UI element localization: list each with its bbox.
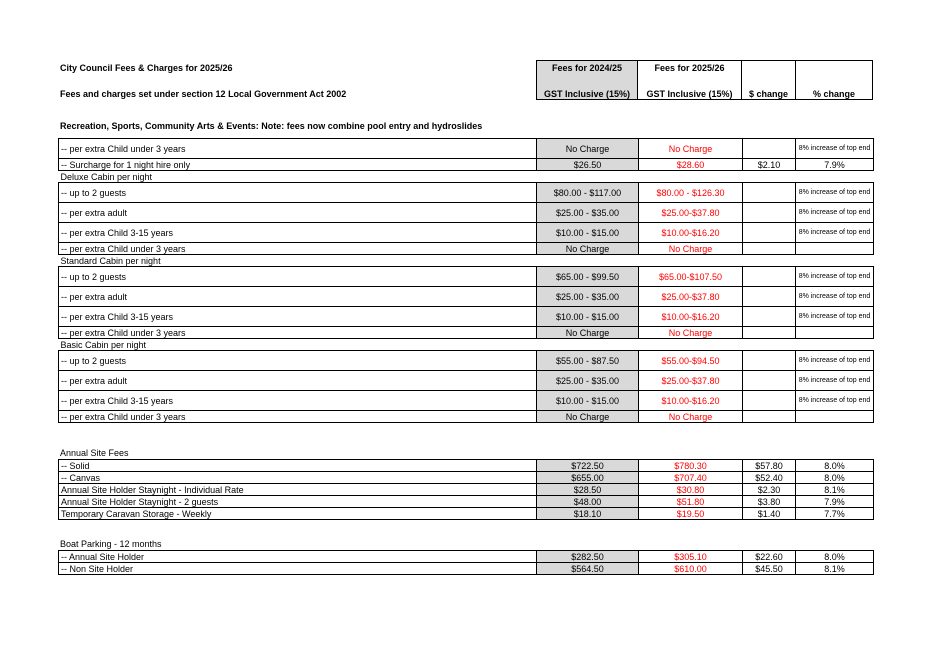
boat-parking-title: Boat Parking - 12 months xyxy=(60,539,162,549)
fee-2024-25: $10.00 - $15.00 xyxy=(537,307,639,327)
fee-row xyxy=(59,327,874,339)
group-label: Standard Cabin per night xyxy=(60,255,161,266)
fee-label: -- per extra Child under 3 years xyxy=(59,327,537,339)
fee-label: -- per extra Child 3-15 years xyxy=(59,223,537,243)
dollar-change: $52.40 xyxy=(743,472,796,484)
fee-label: -- Non Site Holder xyxy=(59,563,537,575)
fee-2025-26: $80.00 - $126.30 xyxy=(639,183,743,203)
fee-label: -- per extra adult xyxy=(59,371,537,391)
fee-row xyxy=(59,307,874,327)
dollar-change xyxy=(743,203,796,223)
fee-row xyxy=(59,267,874,287)
annual-site-fees-title: Annual Site Fees xyxy=(60,448,129,458)
pct-change: 8% increase of top end xyxy=(796,371,874,391)
pct-change: 8% increase of top end xyxy=(796,267,874,287)
fee-row xyxy=(59,391,874,411)
fee-2025-26: $25.00-$37.80 xyxy=(639,287,743,307)
pct-change: 8% increase of top end xyxy=(796,223,874,243)
header-prev-bottom: GST Inclusive (15%) xyxy=(543,89,631,99)
fee-label: -- Canvas xyxy=(59,472,537,484)
dollar-change xyxy=(743,223,796,243)
fee-row xyxy=(59,472,874,484)
pct-change: 8.0% xyxy=(796,472,874,484)
fee-2024-25: $18.10 xyxy=(537,508,639,520)
fee-label: -- up to 2 guests xyxy=(59,351,537,371)
fee-2024-25: $80.00 - $117.00 xyxy=(537,183,639,203)
fee-2024-25: $55.00 - $87.50 xyxy=(537,351,639,371)
fee-2024-25: $25.00 - $35.00 xyxy=(537,287,639,307)
fee-label: -- per extra adult xyxy=(59,203,537,223)
fee-2025-26: $25.00-$37.80 xyxy=(639,371,743,391)
fee-2025-26: No Charge xyxy=(639,327,743,339)
fee-2024-25: $282.50 xyxy=(537,551,639,563)
dollar-change: $3.80 xyxy=(743,496,796,508)
pct-change: 8.1% xyxy=(796,563,874,575)
fee-row xyxy=(59,139,874,159)
fee-2025-26: $55.00-$94.50 xyxy=(639,351,743,371)
dollar-change: $2.10 xyxy=(743,159,796,171)
fee-2025-26: $305.10 xyxy=(639,551,743,563)
dollar-change xyxy=(743,411,796,423)
fee-2025-26: No Charge xyxy=(639,139,743,159)
pct-change: 8% increase of top end xyxy=(796,307,874,327)
pct-change: 8% increase of top end xyxy=(796,351,874,371)
fee-row xyxy=(59,243,874,255)
fee-row xyxy=(59,484,874,496)
group-header-row xyxy=(59,339,874,351)
dollar-change: $22.60 xyxy=(743,551,796,563)
dollar-change: $45.50 xyxy=(743,563,796,575)
fee-2024-25: No Charge xyxy=(537,139,639,159)
fee-2025-26: No Charge xyxy=(639,411,743,423)
fee-row xyxy=(59,496,874,508)
dollar-change: $1.40 xyxy=(743,508,796,520)
fee-2024-25: No Charge xyxy=(537,243,639,255)
fee-2025-26: $707.40 xyxy=(639,472,743,484)
fee-row xyxy=(59,223,874,243)
dollar-change xyxy=(743,139,796,159)
group-label: Deluxe Cabin per night xyxy=(60,171,153,182)
group-label: Basic Cabin per night xyxy=(60,339,147,350)
fee-2024-25: $10.00 - $15.00 xyxy=(537,223,639,243)
fee-row xyxy=(59,351,874,371)
group-header-row xyxy=(59,171,874,183)
pct-change xyxy=(796,243,874,255)
header-prev-top: Fees for 2024/25 xyxy=(551,63,623,73)
dollar-change xyxy=(743,391,796,411)
document-subtitle: Fees and charges set under section 12 Local Government Act 2002 xyxy=(60,89,347,99)
header-pct-change: % change xyxy=(812,89,855,99)
fee-row xyxy=(59,203,874,223)
fee-2024-25: $564.50 xyxy=(537,563,639,575)
fee-label: Annual Site Holder Staynight - 2 guests xyxy=(59,496,537,508)
fee-label: -- Annual Site Holder xyxy=(59,551,537,563)
fee-2025-26: $10.00-$16.20 xyxy=(639,391,743,411)
pct-change: 7.7% xyxy=(796,508,874,520)
fee-2025-26: $10.00-$16.20 xyxy=(639,307,743,327)
fee-2025-26: $780.30 xyxy=(639,460,743,472)
fee-row xyxy=(59,287,874,307)
pct-change: 8% increase of top end xyxy=(796,183,874,203)
fee-2024-25: No Charge xyxy=(537,327,639,339)
fee-2025-26: $30.80 xyxy=(639,484,743,496)
pct-change: 8% increase of top end xyxy=(796,203,874,223)
group-header-row xyxy=(59,255,874,267)
pct-change xyxy=(796,327,874,339)
pct-change: 8% increase of top end xyxy=(796,139,874,159)
fee-label: Annual Site Holder Staynight - Individual Rate xyxy=(59,484,537,496)
fee-label: -- Solid xyxy=(59,460,537,472)
dollar-change xyxy=(743,351,796,371)
fee-row xyxy=(59,460,874,472)
dollar-change xyxy=(743,267,796,287)
header-dollar-change: $ change xyxy=(748,89,788,99)
pct-change: 8.1% xyxy=(796,484,874,496)
pct-change: 7.9% xyxy=(796,159,874,171)
pct-change: 7.9% xyxy=(796,496,874,508)
fee-2024-25: $655.00 xyxy=(537,472,639,484)
annual-site-fees-table xyxy=(58,459,874,520)
fee-row xyxy=(59,508,874,520)
pct-change: 8% increase of top end xyxy=(796,391,874,411)
fee-2024-25: $28.50 xyxy=(537,484,639,496)
dollar-change xyxy=(743,243,796,255)
pct-change: 8.0% xyxy=(796,551,874,563)
header-new-top: Fees for 2025/26 xyxy=(654,63,725,73)
dollar-change xyxy=(743,307,796,327)
fee-2025-26: No Charge xyxy=(639,243,743,255)
boat-parking-table xyxy=(58,550,874,575)
fee-2024-25: $25.00 - $35.00 xyxy=(537,203,639,223)
fee-label: Temporary Caravan Storage - Weekly xyxy=(59,508,537,520)
section-note: Recreation, Sports, Community Arts & Events: Note: fees now combine pool entry and hydroslides xyxy=(60,121,483,131)
fee-label: -- Surcharge for 1 night hire only xyxy=(59,159,537,171)
dollar-change: $2.30 xyxy=(743,484,796,496)
fee-label: -- per extra Child 3-15 years xyxy=(59,307,537,327)
dollar-change xyxy=(743,287,796,307)
fee-label: -- up to 2 guests xyxy=(59,267,537,287)
fee-2024-25: $48.00 xyxy=(537,496,639,508)
cabin-fees-table xyxy=(58,138,874,423)
fee-row xyxy=(59,159,874,171)
dollar-change xyxy=(743,371,796,391)
fee-2025-26: $51.80 xyxy=(639,496,743,508)
fee-2024-25: $722.50 xyxy=(537,460,639,472)
fee-row xyxy=(59,371,874,391)
fee-row xyxy=(59,183,874,203)
fee-2025-26: $25.00-$37.80 xyxy=(639,203,743,223)
fee-2025-26: $65.00-$107.50 xyxy=(639,267,743,287)
fee-label: -- per extra Child under 3 years xyxy=(59,411,537,423)
fee-2025-26: $19.50 xyxy=(639,508,743,520)
fee-row xyxy=(59,551,874,563)
fee-2024-25: $26.50 xyxy=(537,159,639,171)
fee-2025-26: $610.00 xyxy=(639,563,743,575)
fee-label: -- per extra Child under 3 years xyxy=(59,139,537,159)
fee-label: -- per extra Child under 3 years xyxy=(59,243,537,255)
fee-row xyxy=(59,563,874,575)
document-title: City Council Fees & Charges for 2025/26 xyxy=(60,63,233,73)
fee-row xyxy=(59,411,874,423)
fee-2025-26: $10.00-$16.20 xyxy=(639,223,743,243)
header-new-bottom: GST Inclusive (15%) xyxy=(646,89,733,99)
dollar-change xyxy=(743,183,796,203)
fee-2024-25: No Charge xyxy=(537,411,639,423)
fee-label: -- per extra adult xyxy=(59,287,537,307)
fee-label: -- up to 2 guests xyxy=(59,183,537,203)
fee-2024-25: $10.00 - $15.00 xyxy=(537,391,639,411)
pct-change: 8% increase of top end xyxy=(796,287,874,307)
fee-label: -- per extra Child 3-15 years xyxy=(59,391,537,411)
fee-2024-25: $25.00 - $35.00 xyxy=(537,371,639,391)
dollar-change xyxy=(743,327,796,339)
fee-2024-25: $65.00 - $99.50 xyxy=(537,267,639,287)
pct-change: 8.0% xyxy=(796,460,874,472)
pct-change xyxy=(796,411,874,423)
fee-2025-26: $28.60 xyxy=(639,159,743,171)
dollar-change: $57.80 xyxy=(743,460,796,472)
